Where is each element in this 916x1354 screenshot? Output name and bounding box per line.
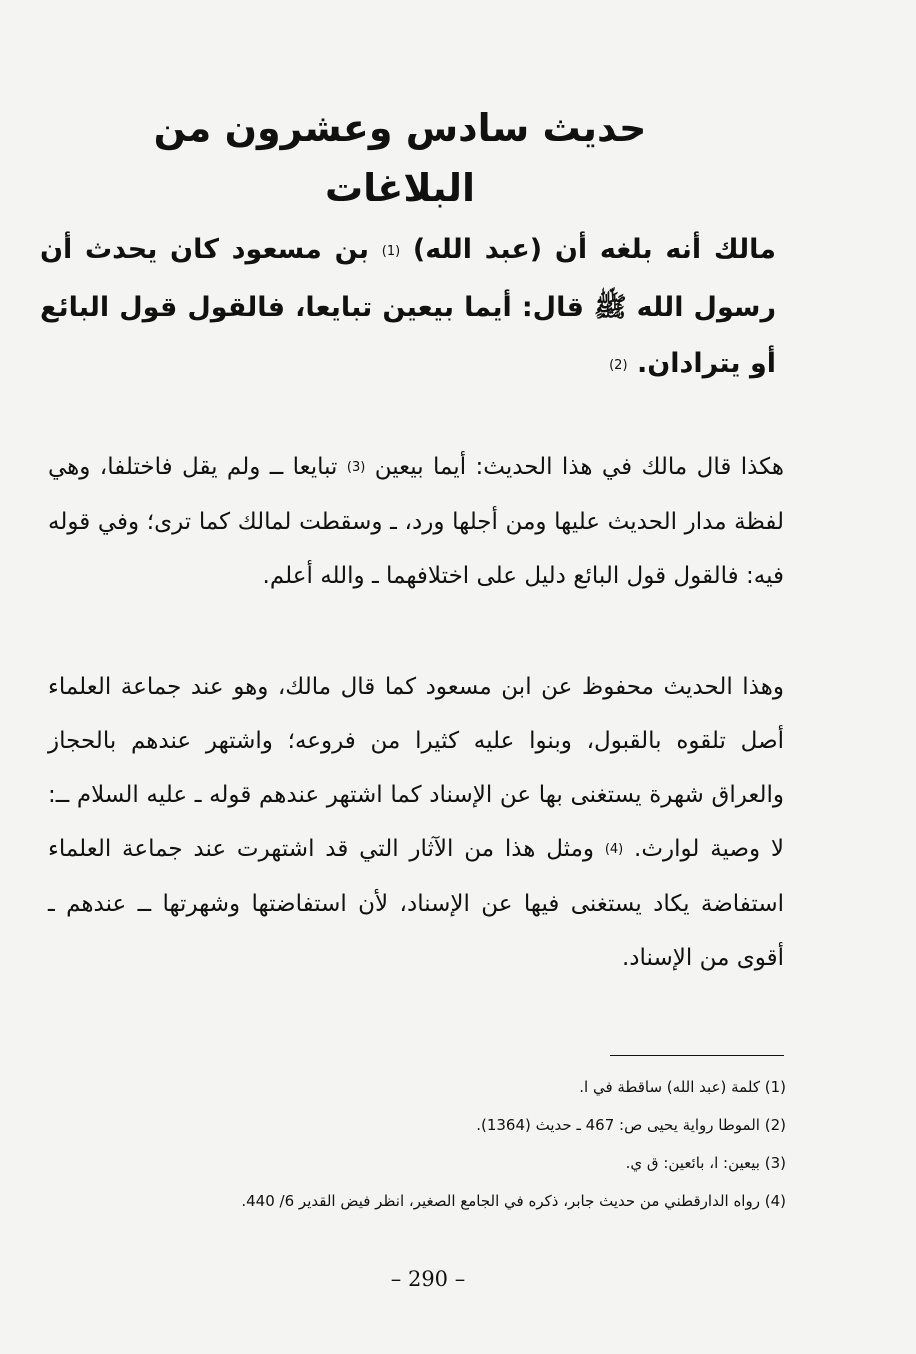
footnotes	[140, 1068, 786, 1220]
hadith-text-part1: مالك أنه بلغه أن (عبد الله)	[412, 234, 776, 265]
commentary-1-part1: هكذا قال مالك في هذا الحديث: أيما بيعين	[374, 454, 785, 480]
commentary-paragraph-2	[48, 660, 784, 985]
footnote-1: (1) كلمة (عبد الله) ساقطة في ا.	[579, 1078, 786, 1096]
footnote-3: (3) بيعين: ا، بائعين: ق ي.	[625, 1154, 786, 1172]
footnote-divider	[610, 1055, 784, 1056]
commentary-1-part2: تبايعا ــ ولم يقل فاختلفا، وهي لفظة مدار الحديث عليها ومن أجلها ورد، ـ وسقطت لمالك كما ترى؛ وفي قوله فيه: فالقول قول البائع دليل على اختلافهما ـ والله أعلم.	[48, 454, 784, 589]
commentary-2-part2: ومثل هذا من الآثار التي قد اشتهرت عند جماعة العلماء استفاضة يكاد يستغنى فيها عن الإسناد، لأن استفاضتها وشهرتها ــ عندهم ـ أقوى من الإسناد.	[48, 836, 784, 971]
footnote-ref-2[interactable]: (2)	[609, 358, 628, 373]
footnote-2: (2) الموطا رواية يحيى ص: 467 ـ حديث (1364).	[476, 1116, 786, 1134]
page-number: – 290 –	[390, 1267, 466, 1291]
section-heading: حديث سادس وعشرون من البلاغات	[153, 106, 647, 210]
hadith-text-part2: بن مسعود كان يحدث أن رسول الله ﷺ قال: أيما بيعين تبايعا، فالقول قول البائع أو يترادان.	[40, 234, 776, 379]
hadith-text	[40, 222, 776, 394]
footnote-ref-1[interactable]: (1)	[381, 244, 401, 259]
footnote-4: (4) رواه الدارقطني من حديث جابر، ذكره في الجامع الصغير، انظر فيض القدير 6/ 440.	[241, 1192, 786, 1210]
footnote-ref-4[interactable]: (4)	[604, 842, 624, 857]
commentary-2-part1: وهذا الحديث محفوظ عن ابن مسعود كما قال مالك، وهو عند جماعة العلماء أصل تلقوه بالقبول، وبنوا عليه كثيرا من فروعه؛ واشتهر عندهم بالحجاز والعراق شهرة يستغنى بها عن الإسناد كما اشتهر عندهم قوله ـ عليه السلام ــ: لا وصية لوارث.	[48, 674, 785, 862]
commentary-paragraph-1	[48, 440, 784, 603]
footnote-ref-3[interactable]: (3)	[346, 460, 366, 475]
